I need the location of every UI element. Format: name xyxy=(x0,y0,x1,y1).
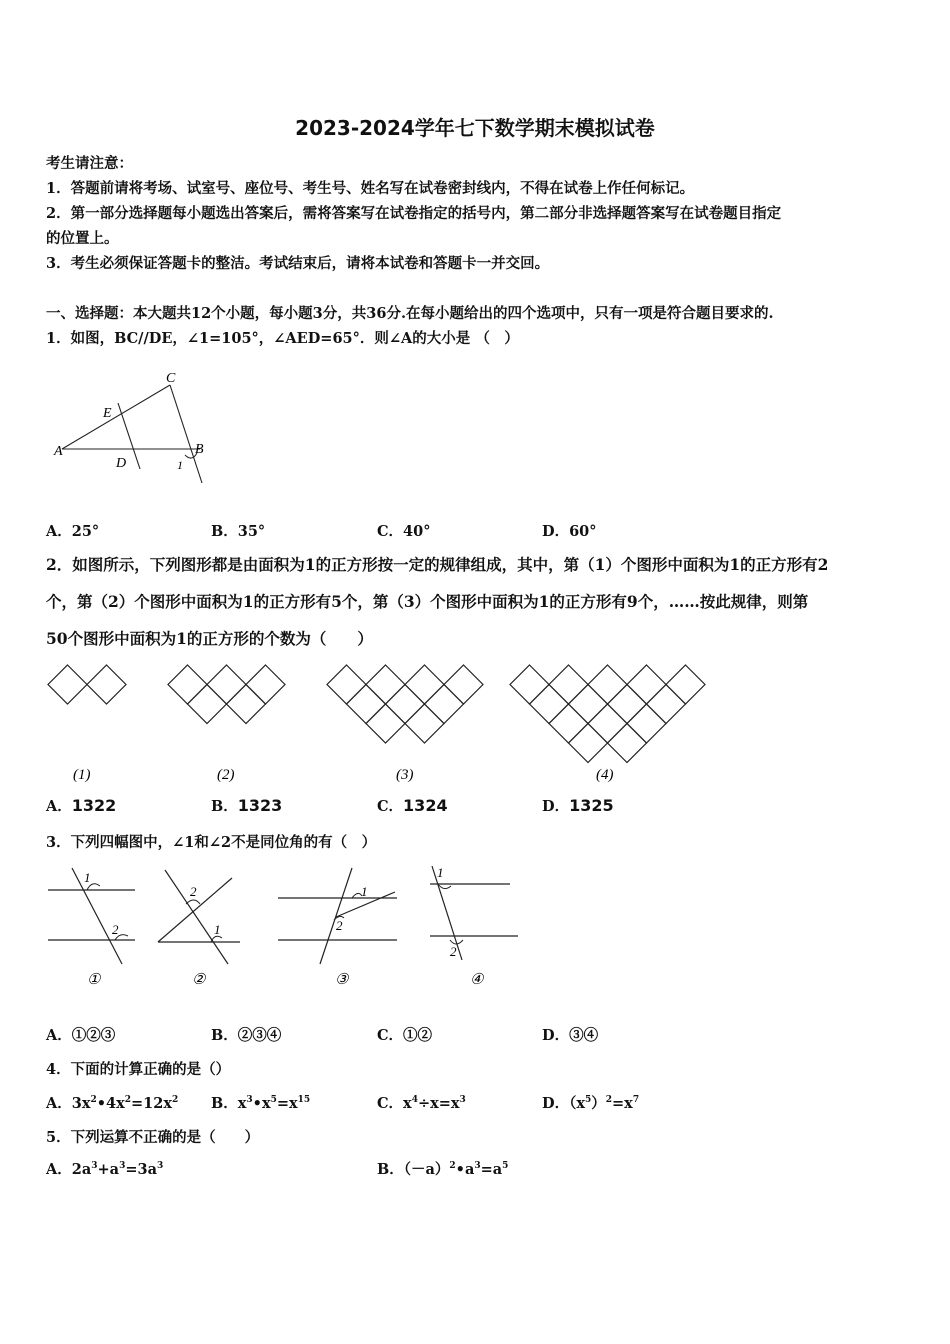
notice-item-2-cont: 的位置上。 xyxy=(46,230,119,247)
q1-option-a[interactable]: A．25° xyxy=(46,523,100,540)
unit-square xyxy=(425,685,464,724)
fig4-angle-2-label: 2 xyxy=(450,944,457,959)
q5-b-exp: 3 xyxy=(474,1161,481,1172)
unit-square xyxy=(608,685,647,724)
angle-figure-2 xyxy=(158,870,240,988)
unit-square xyxy=(549,704,588,743)
q4-a-part: =12x xyxy=(131,1095,173,1112)
q2-option-c-value: 1324 xyxy=(403,796,448,815)
unit-square xyxy=(48,665,87,704)
q1-option-c[interactable]: C．40° xyxy=(377,523,431,540)
fig4-angle-1-label: 1 xyxy=(437,865,444,880)
q2-stem-line-2: 个，第（2）个图形中面积为1的正方形有5个，第（3）个图形中面积为1的正方形有9个，……按此规律，则第 xyxy=(46,592,809,611)
unit-square xyxy=(608,724,647,763)
q4-c-exp: 4 xyxy=(411,1095,418,1106)
pattern-caption-3: (3) xyxy=(396,767,414,783)
q4-c-part: C．x xyxy=(377,1095,412,1112)
q2-option-b-letter: B． xyxy=(211,798,238,815)
q2-stem-line-3: 50个图形中面积为1的正方形的个数为（ ） xyxy=(46,629,373,648)
q1-stem: 1．如图，BC//DE，∠1=105°，∠AED=65°．则∠A的大小是 （ ） xyxy=(46,330,519,347)
pattern-caption-4: (4) xyxy=(596,767,614,783)
q5-a-part: +a xyxy=(97,1161,120,1178)
page-title: 2023-2024学年七下数学期末模拟试卷 xyxy=(295,116,655,140)
q3-option-c[interactable]: C．①② xyxy=(377,1027,433,1044)
unit-square xyxy=(530,685,569,724)
q1-triangle-figure xyxy=(50,365,220,490)
q4-a-part: A．3x xyxy=(46,1095,91,1112)
unit-square xyxy=(627,665,666,704)
q2-option-c-letter: C． xyxy=(377,798,404,815)
unit-square xyxy=(246,665,285,704)
unit-square xyxy=(87,665,126,704)
fig1-angle-2-label: 2 xyxy=(112,922,119,937)
unit-square xyxy=(510,665,549,704)
q3-option-a[interactable]: A．①②③ xyxy=(46,1027,116,1044)
q2-option-d-value: 1325 xyxy=(569,796,614,815)
unit-square xyxy=(207,665,246,704)
fig2-angle-2-label: 2 xyxy=(190,884,197,899)
angle-figure-4 xyxy=(430,865,518,988)
notice-item-2: 2．第一部分选择题每小题选出答案后，需将答案写在试卷指定的括号内，第二部分非选择题答案写在试卷题目指定 xyxy=(46,205,782,222)
q4-d-part: ） xyxy=(591,1095,606,1112)
pattern-caption-2: (2) xyxy=(217,767,235,783)
q5-b-part: =a xyxy=(480,1161,503,1178)
unit-square xyxy=(444,665,483,704)
fig3-angle-1-label: 1 xyxy=(361,884,368,899)
q4-c-exp: 3 xyxy=(459,1095,466,1106)
pattern-figure-4 xyxy=(510,665,705,763)
fig2-angle-1-label: 1 xyxy=(214,922,221,937)
pattern-figure-3 xyxy=(327,665,483,743)
section-heading: 一、选择题：本大题共12个小题，每小题3分，共36分.在每小题给出的四个选项中，只有一项是符合题目要求的. xyxy=(46,305,774,322)
q3-option-b[interactable]: B．②③④ xyxy=(211,1027,282,1044)
line-cb xyxy=(170,385,202,483)
q2-option-b-value: 1323 xyxy=(237,796,283,815)
q2-option-d-letter: D． xyxy=(542,798,570,815)
q4-option-a[interactable] xyxy=(46,1092,178,1113)
q4-b-part: •x xyxy=(252,1095,271,1112)
q1-option-b[interactable]: B．35° xyxy=(211,523,266,540)
q4-a-exp: 2 xyxy=(124,1095,132,1106)
q5-b-exp: 5 xyxy=(502,1161,509,1172)
q1-option-d[interactable]: D．60° xyxy=(542,523,597,540)
angle-figure-3 xyxy=(278,868,397,988)
unit-square xyxy=(588,704,627,743)
notice-heading: 考生请注意： xyxy=(46,155,133,172)
unit-square xyxy=(569,685,608,724)
q5-b-part: •a xyxy=(455,1161,475,1178)
unit-square xyxy=(366,704,405,743)
unit-square xyxy=(188,685,227,724)
q4-d-part: =x xyxy=(612,1095,633,1112)
q3-angle-figures xyxy=(40,860,530,995)
label-d: D xyxy=(116,456,127,471)
fig3-angle-2-label: 2 xyxy=(336,918,343,933)
q4-a-exp: 2 xyxy=(172,1095,179,1106)
q4-stem: 4．下面的计算正确的是（） xyxy=(46,1061,231,1078)
q5-b-part: B．（－a） xyxy=(377,1161,450,1178)
line-ac xyxy=(62,385,170,449)
q5-stem: 5．下列运算不正确的是（ ） xyxy=(46,1129,260,1146)
unit-square xyxy=(227,685,266,724)
q4-d-exp: 7 xyxy=(632,1095,640,1106)
label-a: A xyxy=(54,444,63,459)
q4-c-part: ÷x=x xyxy=(417,1095,460,1112)
unit-square xyxy=(405,665,444,704)
q5-option-b[interactable] xyxy=(377,1158,508,1179)
q4-b-part: B．x xyxy=(211,1095,247,1112)
unit-square xyxy=(549,665,588,704)
unit-square xyxy=(168,665,207,704)
notice-item-3: 3．考生必须保证答题卡的整洁。考试结束后，请将本试卷和答题卡一并交回。 xyxy=(46,255,550,272)
label-angle-1: 1 xyxy=(177,458,183,472)
q2-option-a[interactable] xyxy=(46,795,116,816)
q4-option-b[interactable] xyxy=(211,1092,310,1113)
pattern-figure-2 xyxy=(168,665,285,724)
angle-figure-1 xyxy=(48,868,135,988)
q4-b-part: =x xyxy=(276,1095,298,1112)
q5-a-part: =3a xyxy=(125,1161,157,1178)
unit-square xyxy=(666,665,705,704)
label-b: B xyxy=(195,442,204,457)
fig3-caption: ③ xyxy=(335,972,349,988)
q2-pattern-figures xyxy=(40,655,720,790)
q5-b-exp: 2 xyxy=(449,1161,456,1172)
pattern-figure-1 xyxy=(48,665,126,704)
q5-a-exp: 3 xyxy=(91,1161,98,1172)
q4-d-exp: 2 xyxy=(605,1095,613,1106)
q5-option-a[interactable] xyxy=(46,1158,163,1179)
unit-square xyxy=(627,704,666,743)
q2-option-c[interactable] xyxy=(377,795,448,816)
unit-square xyxy=(647,685,686,724)
q2-option-d[interactable] xyxy=(542,795,614,816)
q4-b-exp: 5 xyxy=(270,1095,277,1106)
q4-d-exp: 5 xyxy=(584,1095,592,1106)
q2-option-a-letter: A． xyxy=(46,798,72,815)
unit-square xyxy=(366,665,405,704)
q4-a-exp: 2 xyxy=(90,1095,97,1106)
q2-stem-line-1: 2．如图所示，下列图形都是由面积为1的正方形按一定的规律组成，其中，第（1）个图形中面积为1的正方形有2 xyxy=(46,555,829,574)
label-e: E xyxy=(103,406,112,421)
unit-square xyxy=(405,704,444,743)
q4-d-part: D．（x xyxy=(542,1095,585,1112)
unit-square xyxy=(386,685,425,724)
q4-b-exp: 3 xyxy=(246,1095,253,1106)
q5-a-exp: 3 xyxy=(156,1161,164,1172)
q5-a-exp: 3 xyxy=(119,1161,126,1172)
q4-a-part: •4x xyxy=(96,1095,125,1112)
label-c: C xyxy=(166,371,176,386)
fig2-caption: ② xyxy=(192,972,206,988)
fig4-caption: ④ xyxy=(470,972,484,988)
q4-option-c[interactable] xyxy=(377,1092,466,1113)
unit-square xyxy=(588,665,627,704)
unit-square xyxy=(569,724,608,763)
fig1-caption: ① xyxy=(87,972,101,988)
pattern-caption-1: (1) xyxy=(73,767,91,783)
q4-b-exp: 15 xyxy=(297,1095,311,1106)
q4-option-d[interactable] xyxy=(542,1092,639,1113)
unit-square xyxy=(347,685,386,724)
unit-square xyxy=(327,665,366,704)
q3-stem: 3．下列四幅图中，∠1和∠2不是同位角的有（ ） xyxy=(46,834,377,851)
q5-a-part: A．2a xyxy=(46,1161,92,1178)
q2-option-b[interactable] xyxy=(211,795,282,816)
q3-option-d[interactable]: D．③④ xyxy=(542,1027,599,1044)
q2-option-a-value: 1322 xyxy=(71,796,117,815)
fig1-angle-1-label: 1 xyxy=(84,870,91,885)
notice-item-1: 1．答题前请将考场、试室号、座位号、考生号、姓名写在试卷密封线内，不得在试卷上作任何标记。 xyxy=(46,180,695,197)
